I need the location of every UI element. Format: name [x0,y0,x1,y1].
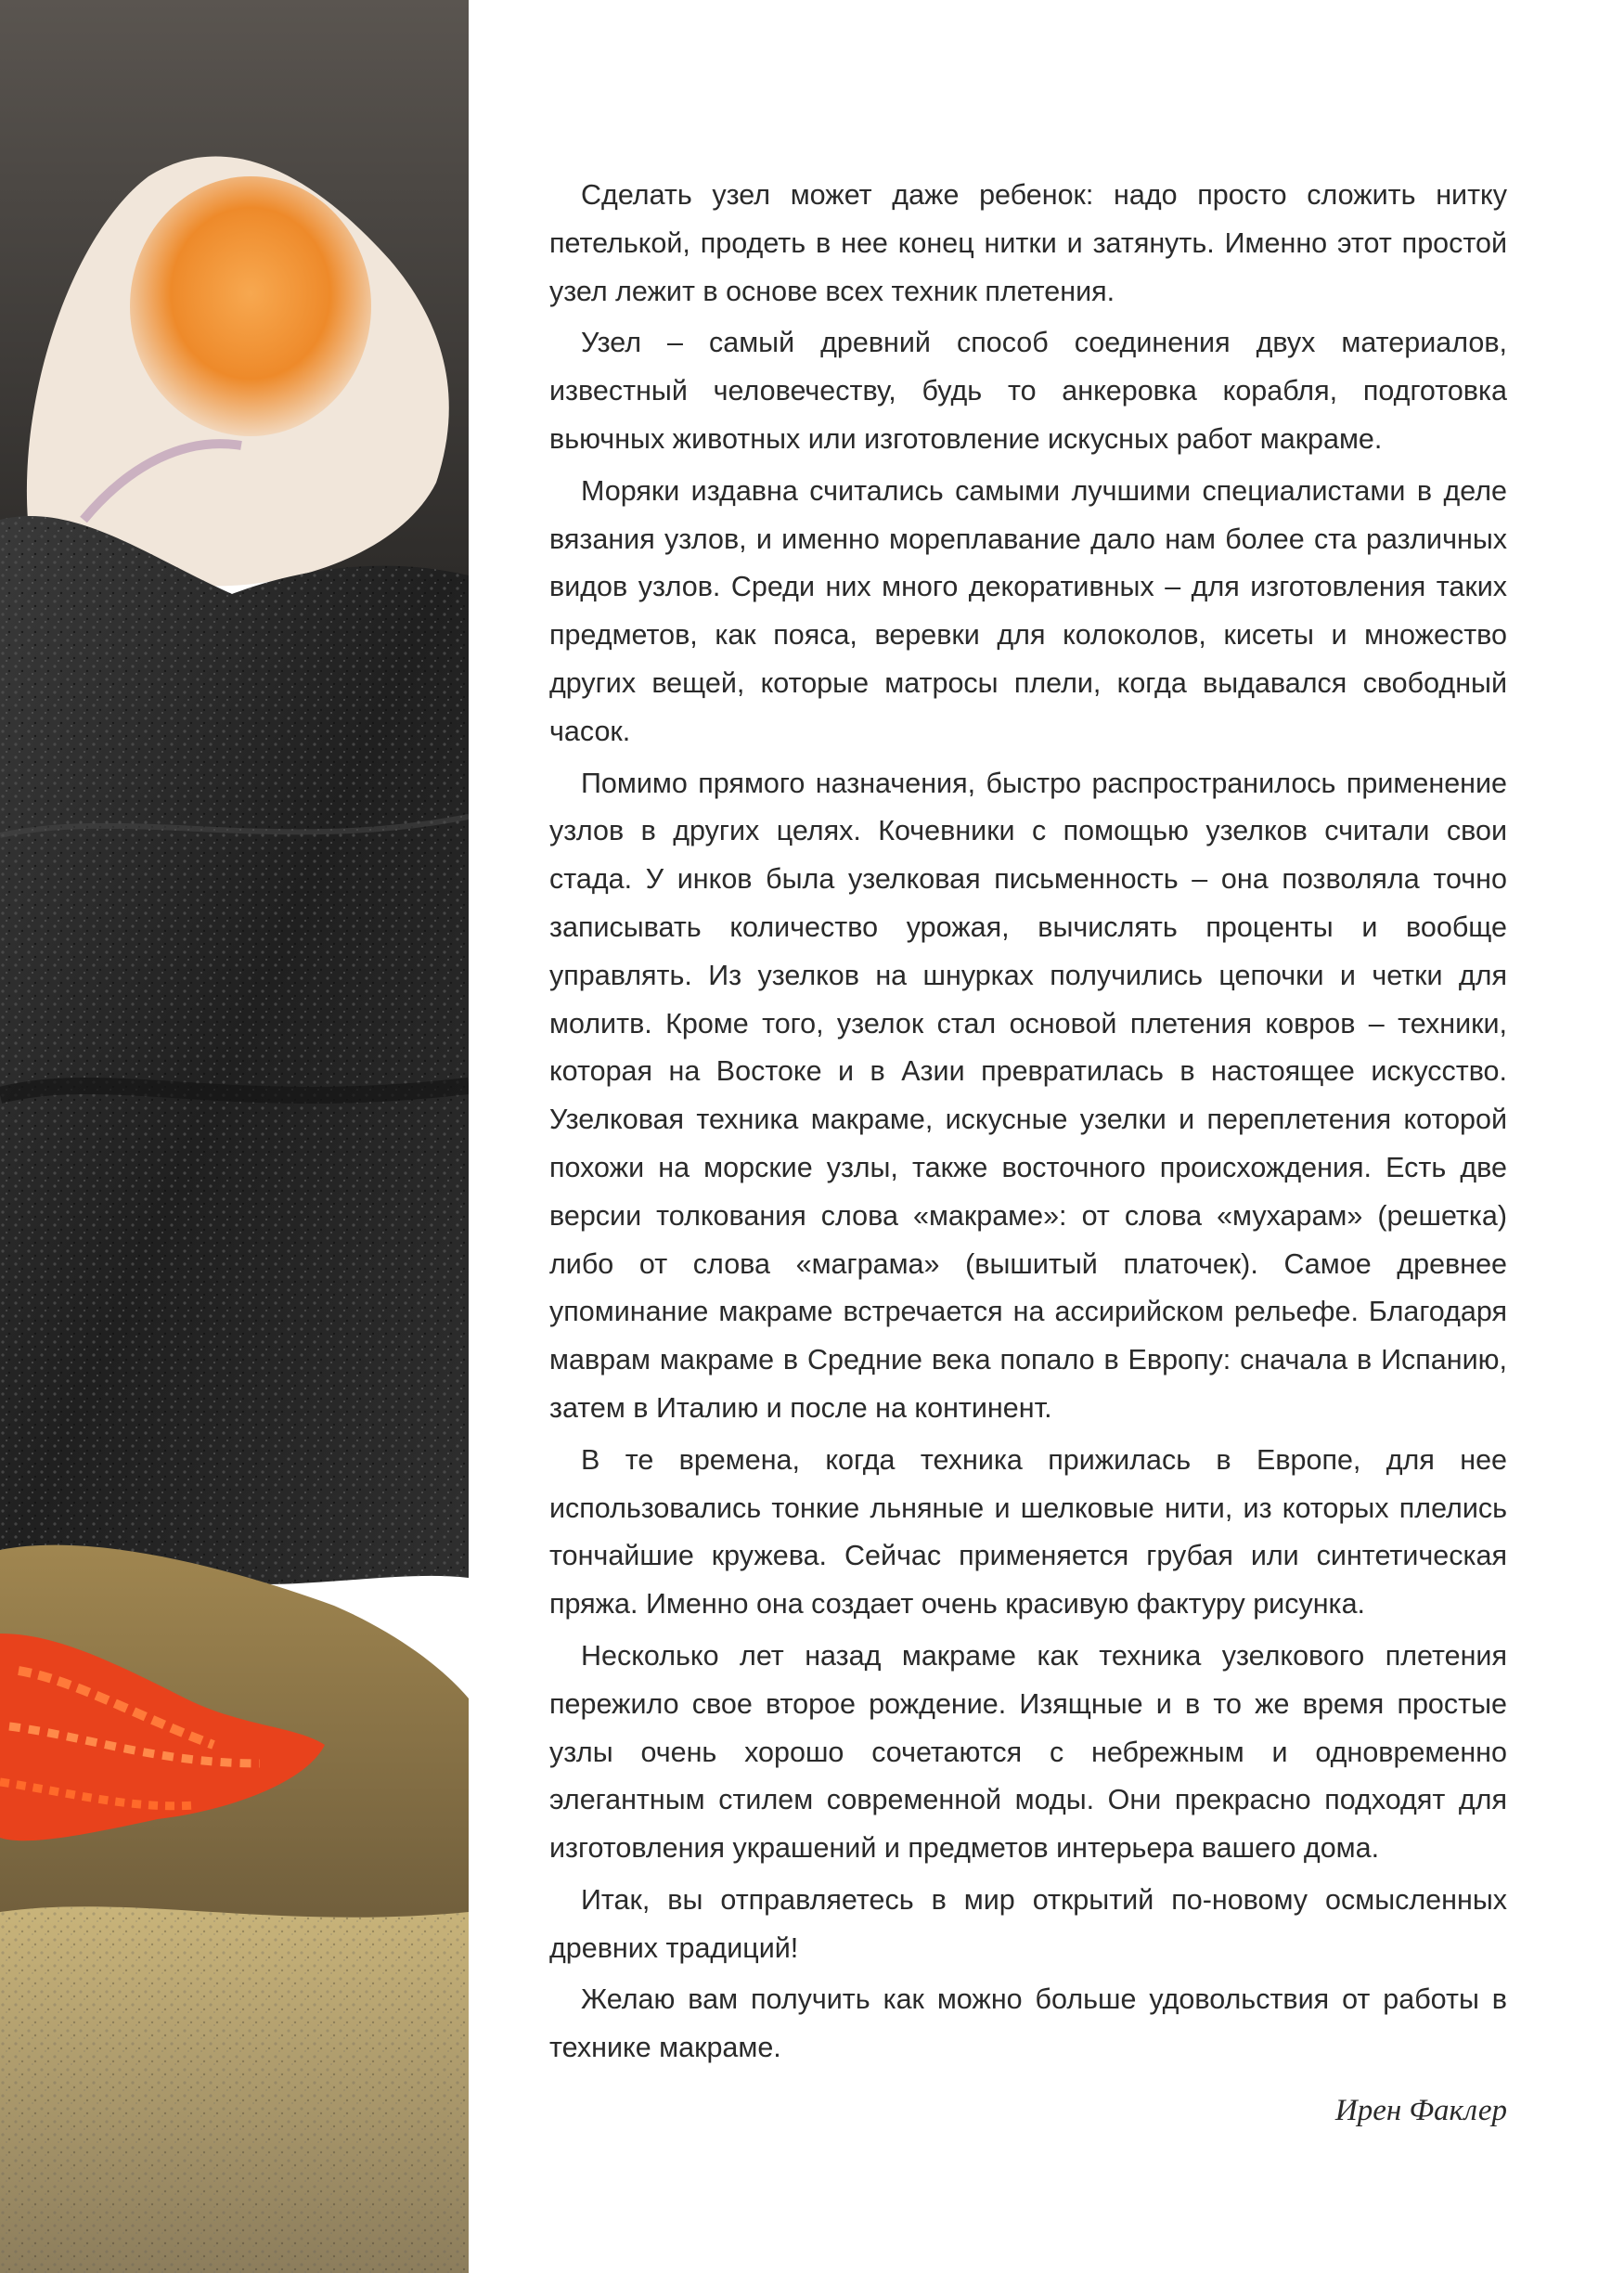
paragraph: Помимо прямого назначения, быстро распространилось применение узлов в других целях. Кочевники с помощью узелков считали свои стада. У инков была узелковая письменность – она позволяла точно записывать количество урожая, вычислять проценты и вообще управлять. Из узелков на шнурках получились цепочки и четки для молитв. Кроме того, узелок стал основой плетения ковров – техники, которая на Востоке и в Азии превратилась в настоящее искусство. Узелковая техника макраме, искусные узелки и переплетения которой похожи на морские узлы, также восточного происхождения. Есть две версии толкования слова «макраме»: от слова «мухарам» (решетка) либо от слова «маграма» (вышитый платочек). Самое древнее упоминание макраме встречается на ассирийском рельефе. Благодаря маврам макраме в Средние века попало в Европу: сначала в Испанию, затем в Италию и после на континент. [549,767,1507,1424]
decorative-photo [0,0,469,2273]
paragraph: Сделать узел может даже ребенок: надо просто сложить нитку петелькой, продеть в нее конец нитки и затянуть. Именно этот простой узел лежит в основе всех техник плетения. [549,179,1507,307]
author-signature: Ирен Факлер [1334,2094,1507,2127]
paragraph: Итак, вы отправляетесь в мир открытий по-новому осмысленных древних традиций! [549,1883,1507,1964]
paragraph: Желаю вам получить как можно больше удовольствия от работы в технике макраме. [549,1983,1507,2064]
seashell-on-rock-image [0,0,469,2273]
paragraph: Несколько лет назад макраме как техника узелкового плетения пережило свое второе рождение. Изящные и в то же время простые узлы очень хорошо сочетаются с небрежным и одновременно элегантным стилем современной моды. Они прекрасно подходят для изготовления украшений и предметов интерьера вашего дома. [549,1639,1507,1865]
paragraph: В те времена, когда техника прижилась в Европе, для нее использовались тонкие льняные и шелковые нити, из которых плелись тончайшие кружева. Сейчас применяется грубая или синтетическая пряжа. Именно она создает очень красивую фактуру рисунка. [549,1443,1507,1621]
article-body [549,172,1507,2076]
paragraph: Узел – самый древний способ соединения двух материалов, известный человечеству, будь то анкеровка корабля, подготовка вьючных животных или изготовление искусных работ макраме. [549,327,1507,455]
paragraph: Моряки издавна считались самыми лучшими специалистами в деле вязания узлов, и именно мореплавание дало нам более ста различных видов узлов. Среди них много декоративных – для изготовления таких предметов, как пояса, веревки для колоколов, кисеты и множество других вещей, которые матросы плели, когда выдавался свободный часок. [549,474,1507,747]
